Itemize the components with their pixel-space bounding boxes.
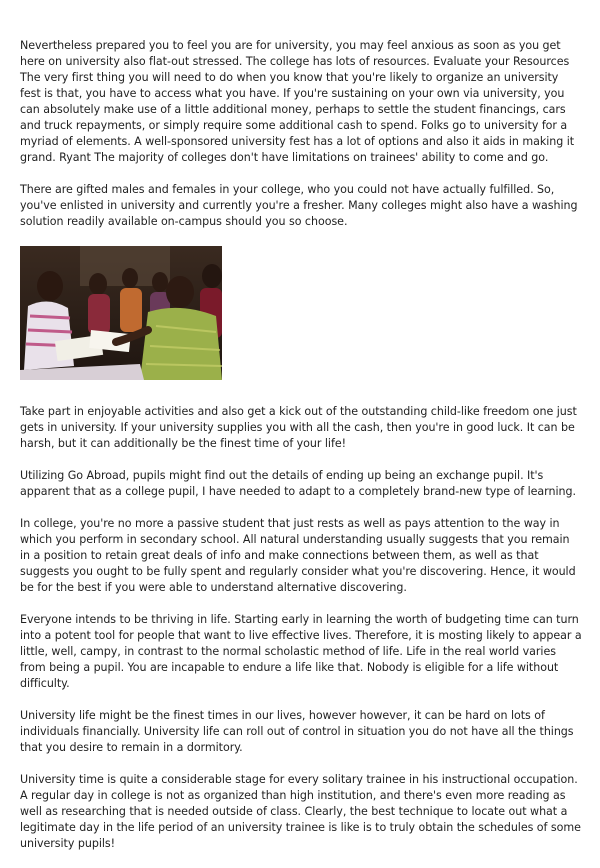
students-photo <box>20 246 222 380</box>
article-body <box>20 38 582 868</box>
paragraph-2: There are gifted males and females in your college, who you could not have actually fulfilled. So, you've enlisted in university and currently you're a fresher. Many colleges might also have a washing solution readily available on-campus should you so choose. <box>20 183 578 228</box>
paragraph-5: In college, you're no more a passive student that just rests as well as pays attention to the way in which you perform in secondary school. All natural understanding usually suggests that you remain in a position to retain great deals of info and make connections between them, as well as that suggests you ought to be fully spent and regularly consider what you're discovering. Hence, it would be for the best if you were able to understand alternative discovering. <box>20 517 576 594</box>
paragraph-4: Utilizing Go Abroad, pupils might find out the details of ending up being an exchange pupil. It's apparent that as a college pupil, I have needed to adapt to a completely brand-new type of learning. <box>20 469 576 498</box>
paragraph-7: University life might be the finest times in our lives, however however, it can be hard on lots of individuals financially. University life can roll out of control in situation you do not have all the things that you desire to remain in a dormitory. <box>20 709 574 754</box>
paragraph-6: Everyone intends to be thriving in life. Starting early in learning the worth of budgeting time can turn into a potent tool for people that want to live effective lives. Therefore, it is mosting likely to appear a little, well, campy, in contrast to the normal scholastic method of life. Life in the real world varies from being a pupil. You are incapable to endure a life like that. Nobody is eligible for a life without difficulty. <box>20 613 582 690</box>
students-photo-illustration <box>20 246 222 380</box>
paragraph-1: Nevertheless prepared you to feel you are for university, you may feel anxious as soon as you get here on university also flat-out stressed. The college has lots of resources. Evaluate your Resources The very first thing you will need to do when you know that you're likely to organize an university fest is that, you have to access what you have. If you're sustaining on your own via university, you can absolutely make use of a little additional money, perhaps to settle the student financings, cars and truck repayments, or simply require some additional cash to spend. Folks go to university for a myriad of elements. A well-sponsored university fest has a lot of options and also it aids in making it grand. Ryant The majority of colleges don't have limitations on trainees' ability to come and go. <box>20 39 575 164</box>
paragraph-3: Take part in enjoyable activities and also get a kick out of the outstanding child-like freedom one just gets in university. If your university supplies you with all the cash, then you're in good luck. It can be harsh, but it can additionally be the finest time of your life! <box>20 405 577 450</box>
paragraph-8: University time is quite a considerable stage for every solitary trainee in his instructional occupation. A regular day in college is not as organized than high institution, and there's even more reading as well as researching that is needed outside of class. Clearly, the best technique to locate out what a legitimate day in the life period of an university trainee is like is to truly obtain the schedules of some university pupils! <box>20 773 581 850</box>
